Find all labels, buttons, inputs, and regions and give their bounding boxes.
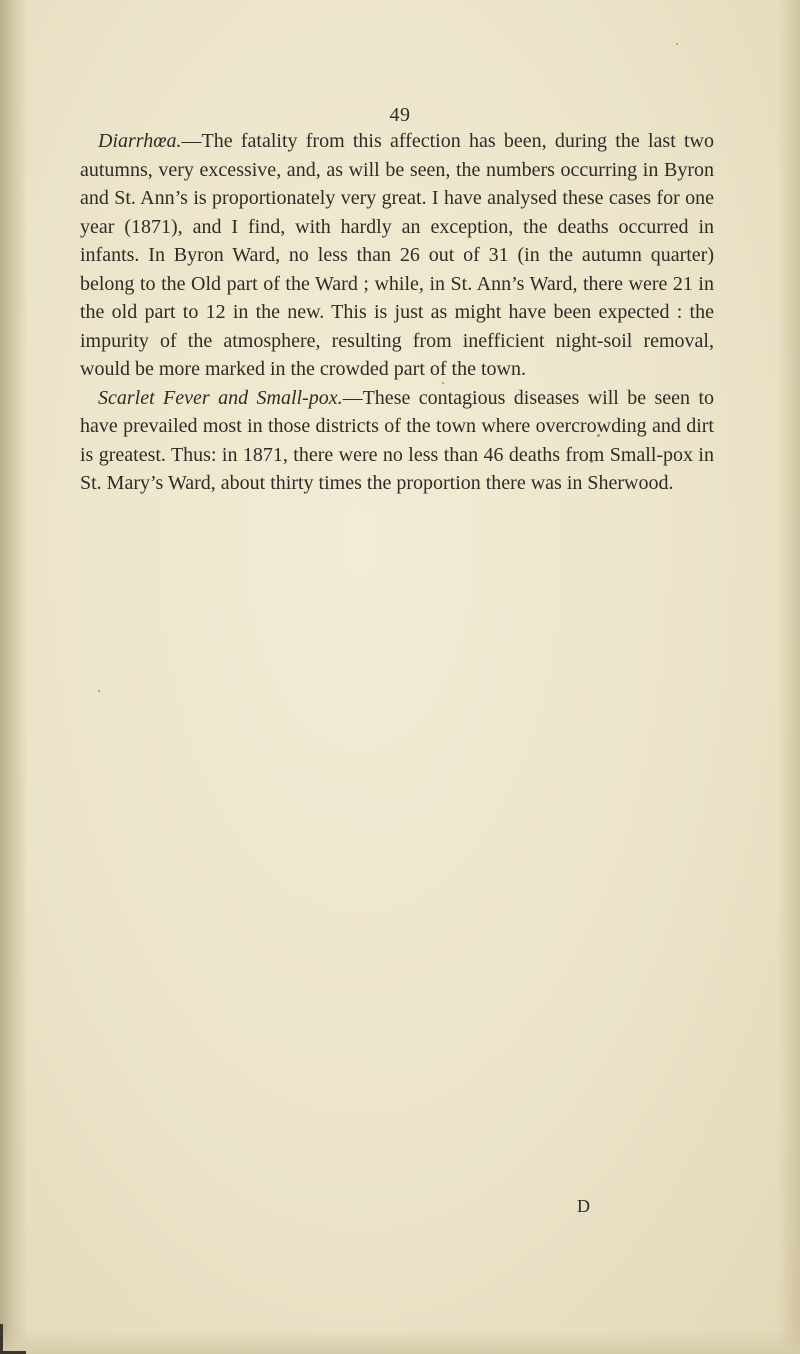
- paragraph-body: —These contagious diseases will be seen to have prevailed most in those districts of the town where overcrowding and dirt is greatest. Thus: in 1871, there were no less than 46 deaths from Small-pox in St. Mary’s Ward, about thirty times the proportion there was in Sherwood.: [80, 386, 715, 494]
- page-edge-shadow-right: [778, 0, 800, 1354]
- body-text: [80, 127, 714, 498]
- paragraph-heading-conjunction: and: [218, 386, 249, 409]
- paragraph-heading: Diarrhœa.: [98, 130, 182, 152]
- paragraph-scarlet-fever-small-pox: [80, 384, 714, 498]
- paper-speck: [98, 690, 100, 692]
- paper-speck: [676, 43, 678, 45]
- page-number: 49: [389, 104, 411, 126]
- page-edge-shadow-left: [0, 0, 28, 1354]
- paragraph-body: —The fatality from this affection has been, during the last two autumns, very excessive, and, as will be seen, the numbers occurring in Byron and St. Ann’s is proportionately very great. I have analysed these cases for one year (1871), and I find, with hardly an exception, the deaths occurred in infants. In Byron Ward, no less than 26 out of 31 (in the autumn quarter) belong to the Old part of the Ward ; while, in St. Ann’s Ward, there were 21 in the old part to 12 in the new. This is just as might have been expected : the impurity of the atmosphere, resulting from inefficient night-soil removal, would be more marked in the crowded part of the town.: [80, 130, 714, 380]
- page-edge-shadow-bottom: [0, 1330, 800, 1354]
- paragraph-heading: Small-pox.: [256, 386, 343, 409]
- printer-signature-mark: D: [577, 1196, 590, 1216]
- paragraph-diarrhoea: [80, 127, 714, 384]
- paragraph-heading: Scarlet Fever: [98, 386, 210, 409]
- scan-corner-mark: [0, 1324, 26, 1354]
